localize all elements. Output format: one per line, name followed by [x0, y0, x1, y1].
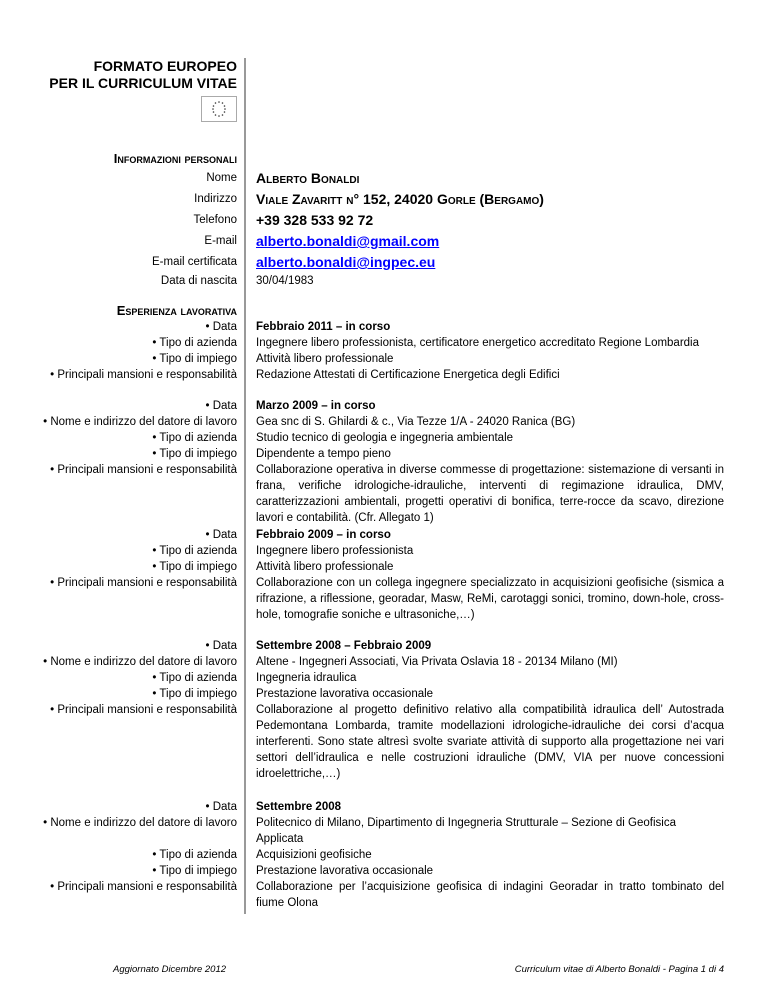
- experience-date: Febbraio 2009 – in corso: [256, 529, 391, 541]
- footer-page: Curriculum vitae di Alberto Bonaldi - Pagina 1 di 4: [514, 964, 724, 975]
- experience-value: Gea snc di S. Ghilardi & c., Via Tezze 1/A - 24020 Ranica (BG): [256, 416, 576, 428]
- experience-label: • Tipo di azienda: [152, 849, 237, 861]
- experience-date: Settembre 2008 – Febbraio 2009: [256, 640, 432, 652]
- experience-row: [0, 398, 768, 414]
- experience-label: • Principali mansioni e responsabilità: [50, 369, 237, 381]
- info-row: [0, 212, 768, 228]
- experience-value: Acquisizioni geofisiche: [256, 849, 372, 861]
- experience-row: [0, 863, 768, 879]
- experience-row: [0, 319, 768, 335]
- experience-row: [0, 815, 768, 847]
- experience-row: [0, 654, 768, 670]
- experience-value: Collaborazione per l’acquisizione geofisica di indagini Georadar in tratto tombinato del fiume Olona: [256, 881, 724, 909]
- experience-label: • Nome e indirizzo del datore di lavoro: [43, 817, 237, 829]
- eu-flag-icon: [201, 96, 237, 122]
- title-line: PER IL CURRICULUM VITAE: [49, 75, 237, 91]
- experience-label: • Tipo di azienda: [152, 337, 237, 349]
- experience-label: • Data: [205, 529, 237, 541]
- certified-email-link[interactable]: alberto.bonaldi@ingpec.eu: [256, 254, 436, 270]
- experience-label: • Tipo di azienda: [152, 545, 237, 557]
- info-row: [0, 191, 768, 207]
- experience-entry: [0, 398, 768, 526]
- info-label: Nome: [206, 172, 237, 184]
- footer-updated: Aggiornato Dicembre 2012: [113, 964, 227, 975]
- experience-row: [0, 446, 768, 462]
- experience-value: Collaborazione al progetto definitivo relativo alla compatibilità idraulica dell’ Autostrada Pedemontana Lombarda, tramite modellazioni idrologiche-idrauliche dei corsi d’acqua interferenti. Sono state altresì svolte svariate attività di supporto alla progettazione nei vari settori dell’idraulica e nelle costruzioni idrauliche (DMV, VIA per nuove concessioni idroelettriche,…): [256, 704, 724, 780]
- experience-label: • Data: [205, 321, 237, 333]
- experience-date: Febbraio 2011 – in corso: [256, 321, 391, 333]
- experience-value: Redazione Attestati di Certificazione Energetica degli Edifici: [256, 369, 560, 381]
- experience-date: Settembre 2008: [256, 801, 342, 813]
- experience-label: • Tipo di azienda: [152, 432, 237, 444]
- experience-row: [0, 638, 768, 654]
- info-label: Telefono: [193, 214, 237, 226]
- experience-value: Studio tecnico di geologia e ingegneria ambientale: [256, 432, 514, 444]
- experience-label: • Nome e indirizzo del datore di lavoro: [43, 416, 237, 428]
- experience-label: • Tipo di impiego: [152, 688, 237, 700]
- info-row: [0, 254, 768, 270]
- info-row: [0, 170, 768, 186]
- section-heading-personal: Informazioni personali: [113, 151, 237, 166]
- experience-value: Politecnico di Milano, Dipartimento di Ingegneria Strutturale – Sezione di Geofisica Applicata: [256, 817, 676, 845]
- experience-entry: [0, 527, 768, 623]
- document-title: [40, 58, 237, 92]
- email-link[interactable]: alberto.bonaldi@gmail.com: [256, 233, 440, 249]
- phone-value: +39 328 533 92 72: [256, 212, 374, 228]
- experience-label: • Data: [205, 640, 237, 652]
- experience-value: Altene - Ingegneri Associati, Via Privata Oslavia 18 - 20134 Milano (MI): [256, 656, 618, 668]
- experience-date: Marzo 2009 – in corso: [256, 400, 376, 412]
- info-row: [0, 233, 768, 249]
- experience-value: Collaborazione operativa in diverse commesse di progettazione: sistemazione di versanti in frana, verifiche idrologiche-idrauliche, interventi di regimazione idraulica, DMV, caratterizzazioni ambientali, progetti operativi di bonifica, terre-rocce da scavo, direzione lavori e contabilità. (Cfr. Allegato 1): [256, 464, 724, 524]
- experience-row: [0, 335, 768, 351]
- info-label: E-mail certificata: [152, 256, 237, 268]
- experience-label: • Principali mansioni e responsabilità: [50, 881, 237, 893]
- experience-row: [0, 527, 768, 543]
- name-value: Alberto Bonaldi: [256, 170, 360, 186]
- experience-row: [0, 430, 768, 446]
- experience-entry: [0, 638, 768, 782]
- experience-row: [0, 879, 768, 911]
- experience-value: Ingegneria idraulica: [256, 672, 357, 684]
- experience-label: • Tipo di azienda: [152, 672, 237, 684]
- birthdate-value: 30/04/1983: [256, 275, 314, 287]
- experience-value: Prestazione lavorativa occasionale: [256, 688, 434, 700]
- experience-row: [0, 462, 768, 526]
- info-label: E-mail: [204, 235, 237, 247]
- experience-row: [0, 559, 768, 575]
- experience-label: • Principali mansioni e responsabilità: [50, 704, 237, 716]
- title-line: FORMATO EUROPEO: [93, 58, 237, 74]
- address-value: Viale Zavaritt n° 152, 24020 Gorle (Bergamo): [256, 191, 544, 207]
- experience-row: [0, 670, 768, 686]
- section-heading-experience: Esperienza lavorativa: [116, 303, 237, 318]
- experience-label: • Data: [205, 801, 237, 813]
- experience-value: Ingegnere libero professionista, certificatore energetico accreditato Regione Lombardia: [256, 337, 700, 349]
- experience-row: [0, 351, 768, 367]
- info-row: [0, 275, 768, 287]
- experience-row: [0, 799, 768, 815]
- experience-label: • Data: [205, 400, 237, 412]
- info-label: Indirizzo: [194, 193, 237, 205]
- experience-value: Ingegnere libero professionista: [256, 545, 414, 557]
- experience-value: Attività libero professionale: [256, 353, 394, 365]
- info-label: Data di nascita: [160, 275, 237, 287]
- experience-label: • Tipo di impiego: [152, 448, 237, 460]
- experience-value: Attività libero professionale: [256, 561, 394, 573]
- experience-row: [0, 543, 768, 559]
- experience-entry: [0, 799, 768, 911]
- experience-row: [0, 847, 768, 863]
- experience-row: [0, 575, 768, 623]
- experience-value: Prestazione lavorativa occasionale: [256, 865, 434, 877]
- experience-label: • Principali mansioni e responsabilità: [50, 577, 237, 589]
- experience-value: Collaborazione con un collega ingegnere specializzato in acquisizioni geofisiche (sismica a rifrazione, a riflessione, georadar, Masw, ReMi, carotaggi sonici, tromino, down-hole, cross-hole, tomografie soniche e ultrasoniche,…): [256, 577, 724, 621]
- experience-label: • Principali mansioni e responsabilità: [50, 464, 237, 476]
- experience-row: [0, 686, 768, 702]
- experience-row: [0, 414, 768, 430]
- experience-label: • Tipo di impiego: [152, 865, 237, 877]
- experience-row: [0, 702, 768, 782]
- experience-label: • Nome e indirizzo del datore di lavoro: [43, 656, 237, 668]
- experience-row: [0, 367, 768, 383]
- experience-label: • Tipo di impiego: [152, 353, 237, 365]
- experience-value: Dipendente a tempo pieno: [256, 448, 391, 460]
- experience-entry: [0, 319, 768, 383]
- experience-label: • Tipo di impiego: [152, 561, 237, 573]
